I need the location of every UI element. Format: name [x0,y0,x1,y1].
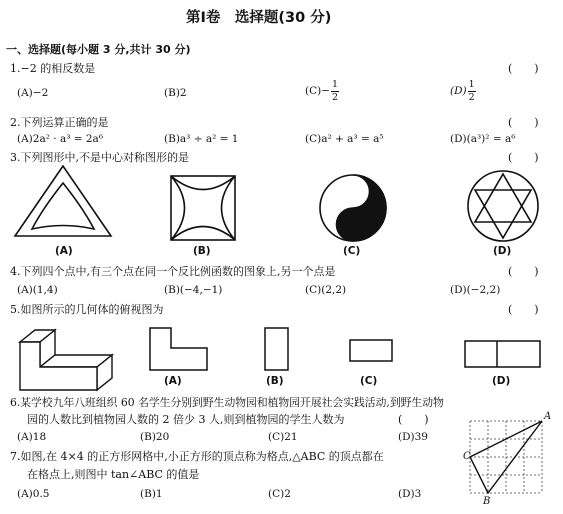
q2-stem: 2.下列运算正确的是 [10,116,109,129]
q3-stem: 3.下列图形中,不是中心对称图形的是 [10,151,189,164]
q6-option-b: (B)20 [140,431,170,443]
q7-option-a: (A)0.5 [17,488,50,500]
q2-option-c: (C)a² + a³ = a⁵ [305,133,384,145]
q2-option-a: (A)2a² · a³ = 2a⁶ [17,133,104,145]
q6-option-a: (A)18 [17,431,47,443]
q1-option-c-prefix: (C)− [305,84,331,97]
section-heading: 一、选择题(每小题 3 分,共计 30 分) [6,43,191,56]
q6-line-2: 园的人数比到植物园人数的 2 倍少 3 人,则到植物园的学生人数为 [27,413,345,426]
q3-label-b: (B) [193,245,211,257]
q6-line-1: 6.某学校九年八班组织 60 名学生分别到野生动物园和植物园开展社会实践活动,到野生动物 [10,396,444,409]
q6-paren: ( ) [398,413,429,426]
q6-option-d: (D)39 [398,431,428,443]
q1-option-a: (A)−2 [17,87,49,99]
q5-paren: ( ) [508,303,539,316]
q7-point-b-label: B [483,496,491,507]
q3-label-a: (A) [55,245,73,257]
q7-option-b: (B)1 [140,488,163,500]
page-title: 第Ⅰ卷 选择题(30 分) [186,10,332,26]
q1-option-d-prefix: (D) [450,84,467,97]
q7-option-d: (D)3 [398,488,422,500]
q4-option-a: (A)(1,4) [17,284,58,296]
q5-stem: 5.如图所示的几何体的俯视图为 [10,303,164,316]
q7-line-1: 7.如图,在 4×4 的正方形网格中,小正方形的顶点称为格点,△ABC 的顶点都在 [10,450,384,463]
q4-option-b: (B)(−4,−1) [164,284,223,296]
q3-label-d: (D) [493,245,512,257]
q7-point-a-label: A [544,411,552,422]
fraction-numerator: 1 [468,79,475,90]
q1-option-b: (B)2 [164,87,187,99]
q1-paren: ( ) [508,62,539,75]
q5-label-a: (A) [164,375,182,387]
q3-paren: ( ) [508,151,539,164]
fraction-denominator: 2 [468,91,475,103]
q4-paren: ( ) [508,265,539,278]
q5-label-d: (D) [492,375,511,387]
q7-line-2: 在格点上,则图中 tan∠ABC 的值是 [27,468,200,481]
q6-option-c: (C)21 [268,431,298,443]
q2-option-d: (D)(a³)² = a⁶ [450,133,516,145]
q2-option-b: (B)a³ ÷ a² = 1 [164,133,239,145]
q4-option-d: (D)(−2,2) [450,284,501,296]
q1-stem: 1.−2 的相反数是 [10,62,96,75]
q5-label-c: (C) [360,375,378,387]
q4-stem: 4.下列四个点中,有三个点在同一个反比例函数的图象上,另一个点是 [10,265,336,278]
q7-point-c-label: C [463,451,471,462]
q7-option-c: (C)2 [268,488,291,500]
fraction-denominator: 2 [332,91,339,103]
q3-label-c: (C) [343,245,361,257]
q4-option-c: (C)(2,2) [305,284,347,296]
q5-label-b: (B) [266,375,284,387]
q2-paren: ( ) [508,116,539,129]
fraction-numerator: 1 [332,79,339,90]
